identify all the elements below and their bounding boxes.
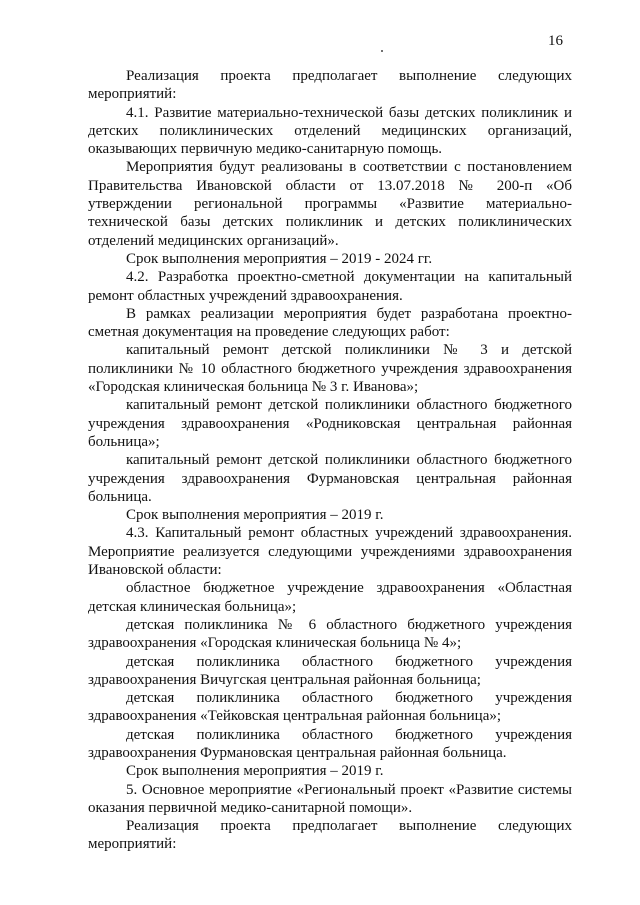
- paragraph-4-3-term: Срок выполнения мероприятия – 2019 г.: [126, 763, 384, 780]
- paragraph-intro: Реализация проекта предполагает выполнение следующих мероприятий:: [88, 68, 572, 103]
- paragraph-5-title: 5. Основное мероприятие «Региональный проект «Развитие системы оказания первичной медико-санитарной помощи».: [88, 781, 572, 816]
- list-item-institution-3: детская поликлиника областного бюджетного учреждения здравоохранения Вичугская центральная районная больница;: [88, 653, 572, 688]
- scan-dot-mark: [381, 50, 383, 52]
- page-number: 16: [548, 33, 563, 49]
- list-item-institution-1: областное бюджетное учреждение здравоохранения «Областная детская клиническая больница»;: [88, 580, 572, 615]
- paragraph-4-2-term: Срок выполнения мероприятия – 2019 г.: [126, 507, 384, 524]
- paragraph-4-2-scope: В рамках реализации мероприятия будет разработана проектно-сметная документация на проведение следующих работ:: [88, 305, 572, 341]
- paragraph-5-intro: Реализация проекта предполагает выполнение следующих мероприятий:: [88, 818, 572, 853]
- paragraph-4-2-title: 4.2. Разработка проектно-сметной документации на капитальный ремонт областных учреждений здравоохранения.: [88, 269, 572, 304]
- list-item-institution-4: детская поликлиника областного бюджетного учреждения здравоохранения «Тейковская центральная районная больница»;: [88, 690, 572, 725]
- list-item-institution-2: детская поликлиника № 6 областного бюджетного учреждения здравоохранения «Городская клиническая больница № 4»;: [88, 616, 572, 652]
- list-item-repair-2: капитальный ремонт детской поликлиники областного бюджетного учреждения здравоохранения «Родниковская центральная районная больница»;: [88, 397, 572, 450]
- list-item-repair-3: капитальный ремонт детской поликлиники областного бюджетного учреждения здравоохранения Фурмановская центральная районная больница.: [88, 452, 572, 505]
- paragraph-4-1-basis: Мероприятия будут реализованы в соответствии с постановлением Правительства Ивановской области от 13.07.2018 № 200-п «Об утверждении региональной программы «Развитие материально-технической базы детских поликлиник и детских поликлинических отделений медицинских организаций».: [88, 159, 572, 249]
- paragraph-4-1-term: Срок выполнения мероприятия – 2019 - 2024 гг.: [126, 250, 433, 267]
- list-item-institution-5: детская поликлиника областного бюджетного учреждения здравоохранения Фурмановская центральная районная больница.: [88, 726, 572, 761]
- paragraph-4-1-title: 4.1. Развитие материально-технической базы детских поликлиник и детских поликлинических отделений медицинских организаций, оказывающих первичную медико-санитарную помощь.: [88, 104, 572, 158]
- paragraph-4-3-title: 4.3. Капитальный ремонт областных учреждений здравоохранения. Мероприятие реализуется следующими учреждениями здравоохранения Ивановской области:: [88, 525, 572, 579]
- document-body: [88, 67, 572, 854]
- list-item-repair-1: капитальный ремонт детской поликлиники № 3 и детской поликлиники № 10 областного бюджетного учреждения здравоохранения «Городская клиническая больница № 3 г. Иванова»;: [88, 342, 572, 396]
